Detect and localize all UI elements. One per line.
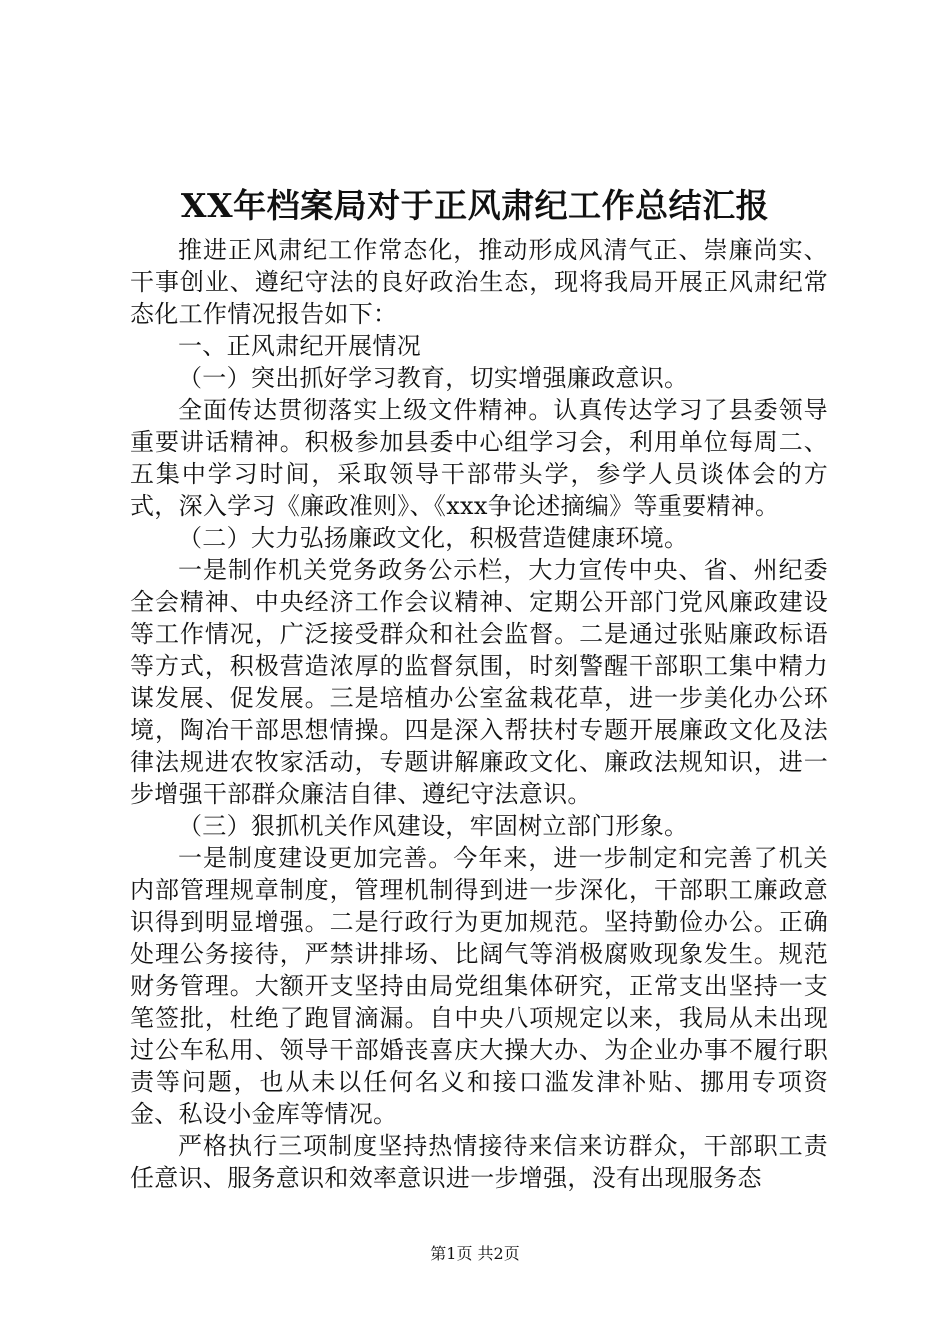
paragraph-study: 全面传达贯彻落实上级文件精神。认真传达学习了县委领导重要讲话精神。积极参加县委中心组学习会，利用单位每周二、五集中学习时间，采取领导干部带头学，参学人员谈体会的方式，深入学习《廉政准则》、《xxx争论述摘编》等重要精神。 [130,396,828,520]
subsection-heading-3: （三）狠抓机关作风建设，牢固树立部门形象。 [178,812,689,840]
paragraph-system: 严格执行三项制度坚持热情接待来信来访群众，干部职工责任意识、服务意识和效率意识进一步增强，没有出现服务态 [130,1132,828,1192]
paragraph-intro: 推进正风肃纪工作常态化，推动形成风清气正、崇廉尚实、干事创业、遵纪守法的良好政治生态，现将我局开展正风肃纪常态化工作情况报告如下： [130,236,828,328]
page-footer: 第1页 共2页 [430,1244,520,1263]
document-body [130,234,828,1194]
subsection-heading-2: （二）大力弘扬廉政文化，积极营造健康环境。 [178,524,689,552]
paragraph-style: 一是制度建设更加完善。今年来，进一步制定和完善了机关内部管理规章制度，管理机制得到进一步深化，干部职工廉政意识得到明显增强。二是行政行为更加规范。坚持勤俭办公。正确处理公务接待，严禁讲排场、比阔气等消极腐败现象发生。规范财务管理。大额开支坚持由局党组集体研究，正常支出坚持一支笔签批，杜绝了跑冒滴漏。自中央八项规定以来，我局从未出现过公车私用、领导干部婚丧喜庆大操大办、为企业办事不履行职责等问题，也从未以任何名义和接口滥发津补贴、挪用专项资金、私设小金库等情况。 [130,844,828,1128]
paragraph-culture: 一是制作机关党务政务公示栏，大力宣传中央、省、州纪委全会精神、中央经济工作会议精神、定期公开部门党风廉政建设等工作情况，广泛接受群众和社会监督。二是通过张贴廉政标语等方式，积极营造浓厚的监督氛围，时刻警醒干部职工集中精力谋发展、促发展。三是培植办公室盆栽花草，进一步美化办公环境，陶冶干部思想情操。四是深入帮扶村专题开展廉政文化及法律法规进农牧家活动，专题讲解廉政文化、廉政法规知识，进一步增强干部群众廉洁自律、遵纪守法意识。 [130,556,828,808]
section-heading-1: 一、正风肃纪开展情况 [178,332,421,360]
document-title: XX年档案局对于正风肃纪工作总结汇报 [180,186,770,225]
subsection-heading-1: （一）突出抓好学习教育，切实增强廉政意识。 [178,364,689,392]
